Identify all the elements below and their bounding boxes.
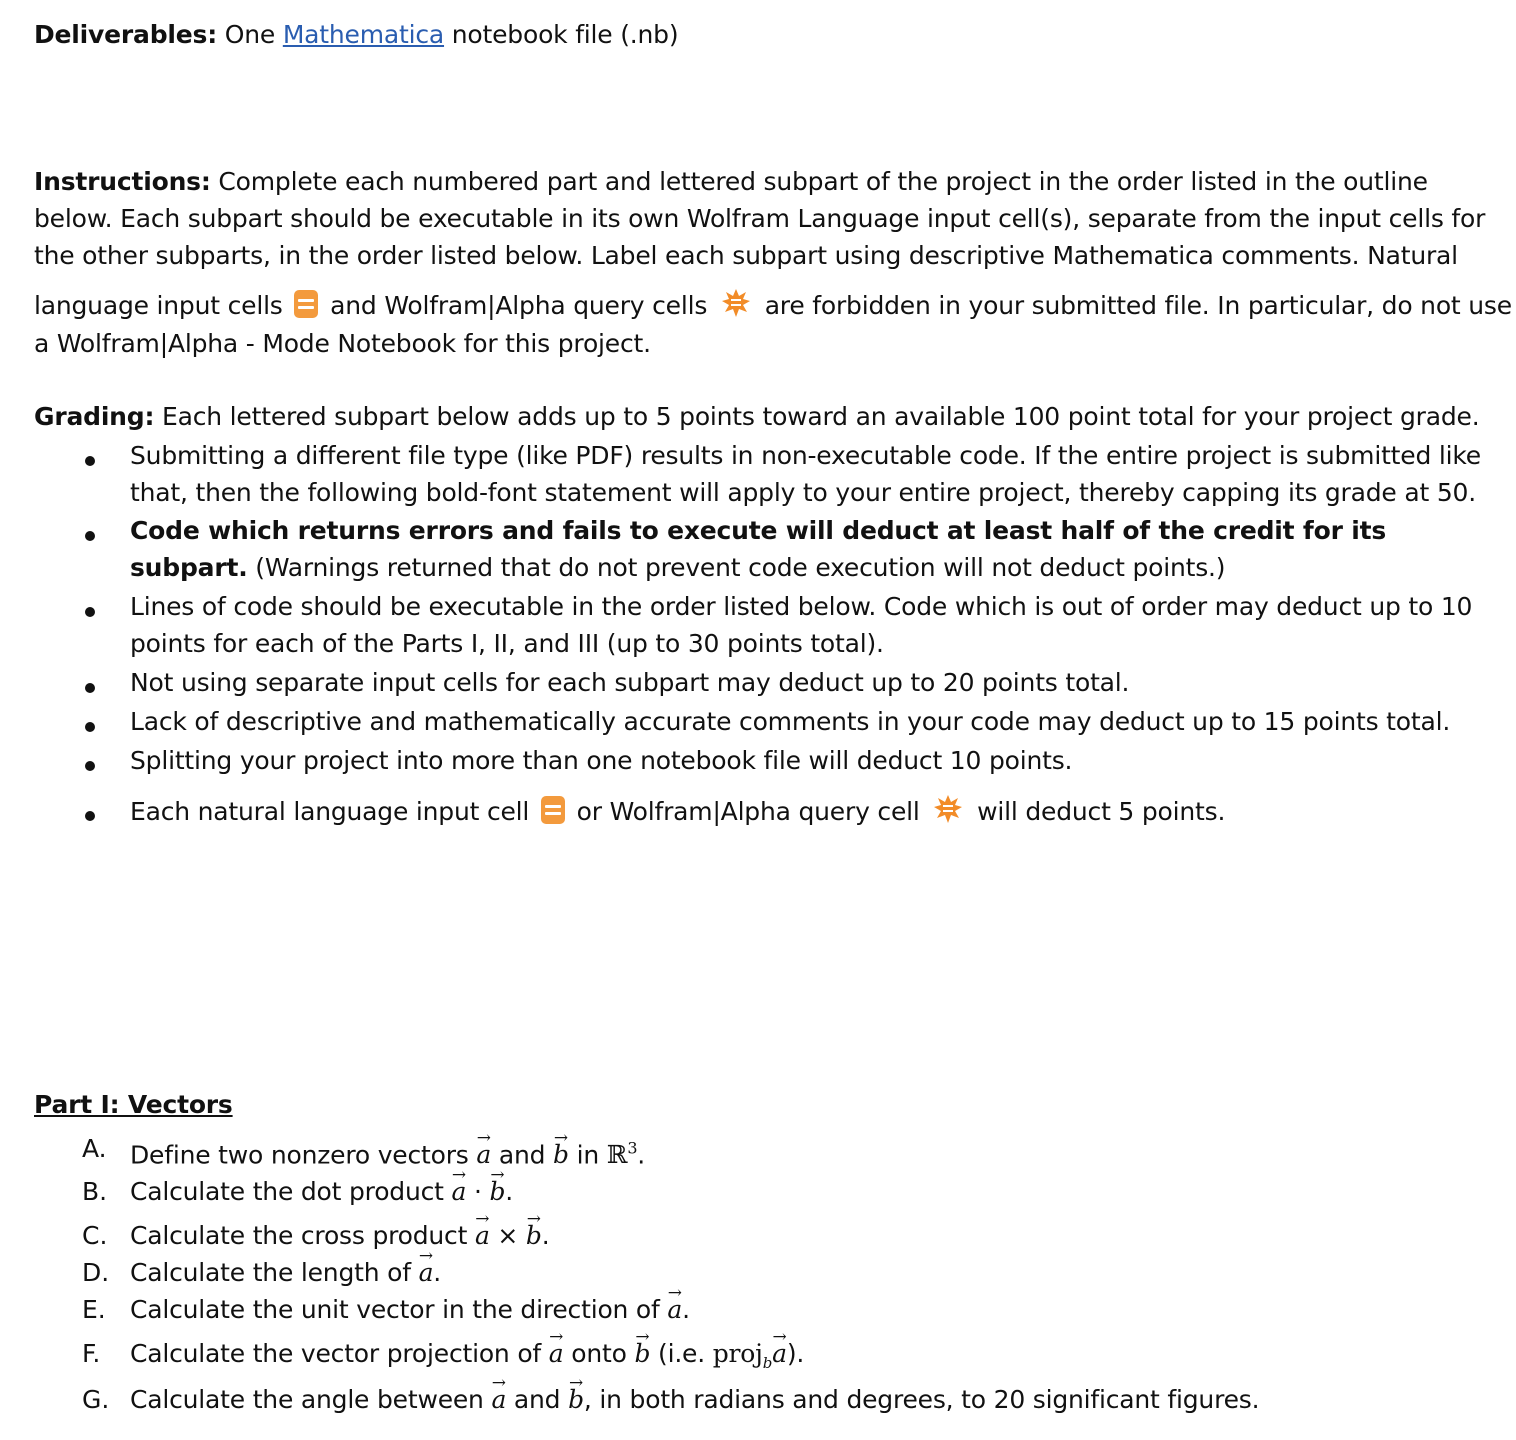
grading-bullet-7-text-b: or Wolfram|Alpha query cell [576, 797, 920, 826]
deliverables-text-after: notebook file (.nb) [451, 20, 679, 49]
instructions-line-4 [34, 288, 1512, 323]
dot-operator: · [473, 1177, 482, 1206]
deliverables-text-before: One [224, 20, 276, 49]
instructions-text-4a: language input cells [34, 291, 283, 320]
vector-b: → b [489, 1175, 505, 1209]
vector-a: → a [772, 1337, 787, 1371]
cross-operator: × [497, 1221, 519, 1250]
item-d [130, 1256, 441, 1290]
vector-b: → b [526, 1219, 542, 1253]
grading-bullet-2-bold: subpart. [130, 553, 248, 582]
item-b [130, 1175, 513, 1209]
grading-intro [34, 400, 1479, 434]
grading-bullet-6: Splitting your project into more than one notebook file will deduct 10 points. [130, 746, 1073, 775]
item-e-period: . [682, 1295, 690, 1324]
item-a-and: and [498, 1140, 546, 1170]
grading-bullet-7 [130, 794, 1225, 829]
deliverables-label: Deliverables: [34, 20, 217, 49]
mathematica-link[interactable]: Mathematica [282, 20, 445, 49]
item-a-text: Define two nonzero vectors [130, 1140, 469, 1170]
item-f [130, 1337, 804, 1380]
instructions-line-1 [34, 165, 1428, 199]
instructions-label: Instructions: [34, 167, 211, 196]
instructions-text-1: Complete each numbered part and lettered subpart of the project in the order listed in the outline [218, 167, 1428, 196]
vector-a: → a [491, 1383, 506, 1417]
item-g-tail: , in both radians and degrees, to 20 significant figures. [583, 1385, 1260, 1414]
item-d-period: . [433, 1258, 442, 1287]
bullet-2 [85, 531, 95, 541]
grading-bullet-2-line-2 [130, 551, 1225, 585]
grading-bullet-4: Not using separate input cells for each subpart may deduct up to 20 points total. [130, 668, 1130, 697]
grading-bullet-1-line-2: that, then the following bold-font statement will apply to your entire project, thereby capping its grade at 50. [130, 478, 1476, 507]
item-b-text: Calculate the dot product [130, 1177, 444, 1206]
dimension-superscript: 3 [627, 1139, 638, 1158]
item-f-letter: F. [82, 1339, 101, 1368]
item-d-letter: D. [82, 1258, 110, 1287]
grading-bullet-1-line-1: Submitting a different file type (like PDF) results in non-executable code. If the entire project is submitted like [130, 441, 1481, 470]
item-f-onto: onto [571, 1339, 627, 1368]
item-a-period: . [637, 1140, 646, 1170]
vector-a: → a [419, 1256, 434, 1290]
item-c-period: . [541, 1221, 550, 1250]
grading-bullet-5: Lack of descriptive and mathematically accurate comments in your code may deduct up to 15 points total. [130, 707, 1451, 736]
real-space [607, 1140, 638, 1169]
instructions-text-4c: are forbidden in your submitted file. In particular, do not use [764, 291, 1512, 320]
vector-b: → b [553, 1138, 569, 1172]
instructions-line-3: the other subparts, in the order listed below. Label each subpart using descriptive Mathematica comments. Natural [34, 241, 1458, 270]
vector-a: → a [475, 1219, 490, 1253]
item-f-text: Calculate the vector projection of [130, 1339, 542, 1368]
vector-a: → a [549, 1337, 564, 1371]
grading-bullet-7-text-c: will deduct 5 points. [977, 797, 1226, 826]
vector-a: → a [476, 1138, 491, 1172]
grading-label: Grading: [34, 402, 155, 431]
item-g-and: and [513, 1385, 561, 1414]
bullet-6 [85, 761, 95, 771]
vector-b: → b [568, 1383, 584, 1417]
vector-b: → b [634, 1337, 650, 1371]
grading-bullet-3-line-1: Lines of code should be executable in the order listed below. Code which is out of order may deduct up to 10 [130, 592, 1473, 621]
natural-language-input-icon [294, 290, 318, 318]
item-g-letter: G. [82, 1385, 110, 1414]
proj-text: proj [712, 1339, 763, 1368]
bullet-5 [85, 722, 95, 732]
item-a-letter: A. [82, 1134, 107, 1163]
bullet-4 [85, 683, 95, 693]
grading-intro-text: Each lettered subpart below adds up to 5 points toward an available 100 point total for your project grade. [162, 402, 1480, 431]
item-f-close: ). [786, 1339, 805, 1368]
real-symbol: ℝ [606, 1140, 628, 1170]
vector-a: → a [667, 1293, 682, 1327]
item-g-text: Calculate the angle between [130, 1385, 484, 1414]
part1-title: Part I: Vectors [34, 1090, 233, 1119]
natural-language-input-icon [541, 796, 565, 824]
item-g [130, 1383, 1259, 1417]
item-a-in: in [576, 1140, 599, 1170]
vector-a: → a [452, 1175, 467, 1209]
item-e [130, 1293, 690, 1327]
item-c-letter: C. [82, 1221, 108, 1250]
projection-notation [712, 1339, 787, 1372]
grading-bullet-3-line-2: points for each of the Parts I, II, and III (up to 30 points total). [130, 629, 884, 658]
instructions-line-5: a Wolfram|Alpha - Mode Notebook for this project. [34, 329, 651, 358]
instructions-text-4b: and Wolfram|Alpha query cells [330, 291, 708, 320]
item-a [130, 1132, 645, 1172]
item-c-text: Calculate the cross product [130, 1221, 468, 1250]
bullet-7 [85, 811, 95, 821]
item-b-period: . [505, 1177, 514, 1206]
wolfram-alpha-query-icon [721, 288, 751, 318]
item-c [130, 1219, 549, 1253]
proj-subscript-b: b [762, 1354, 773, 1372]
instructions-line-2: below. Each subpart should be executable in its own Wolfram Language input cell(s), separate from the input cells for [34, 204, 1486, 233]
deliverables-line [34, 18, 678, 52]
grading-bullet-2-rest: (Warnings returned that do not prevent code execution will not deduct points.) [255, 553, 1226, 582]
item-e-letter: E. [82, 1295, 106, 1324]
bullet-1 [85, 456, 95, 466]
item-b-letter: B. [82, 1177, 108, 1206]
item-e-text: Calculate the unit vector in the direction of [130, 1295, 660, 1324]
bullet-3 [85, 607, 95, 617]
grading-bullet-2-line-1: Code which returns errors and fails to execute will deduct at least half of the credit for its [130, 516, 1387, 545]
wolfram-alpha-query-icon [933, 794, 963, 824]
grading-bullet-7-text-a: Each natural language input cell [130, 797, 530, 826]
item-f-ie: (i.e. [658, 1339, 705, 1368]
item-d-text: Calculate the length of [130, 1258, 411, 1287]
